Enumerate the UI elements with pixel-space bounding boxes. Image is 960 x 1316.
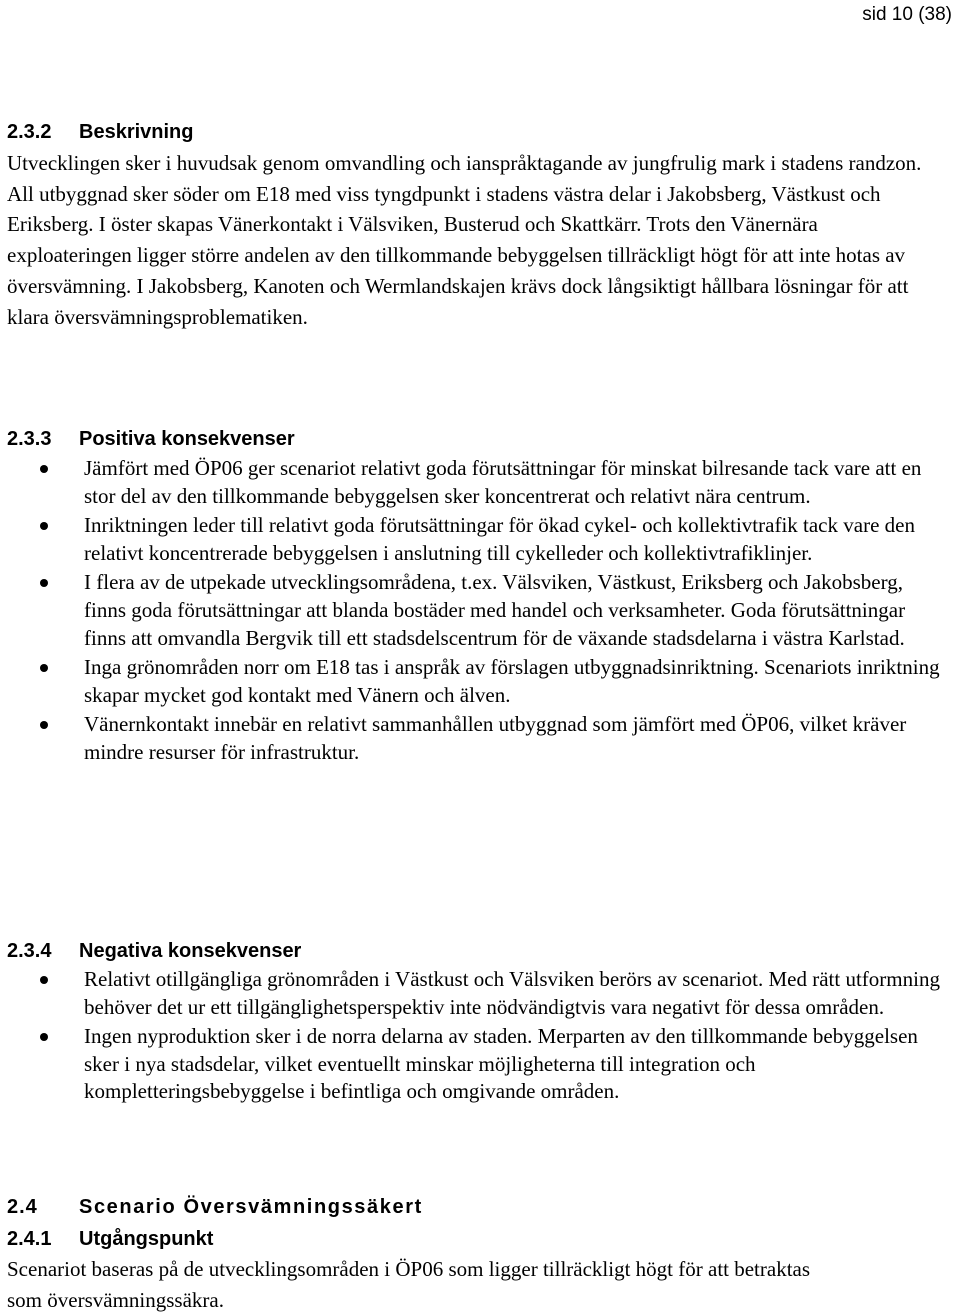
list-item: Vänernkontakt innebär en relativt sammanhållen utbyggnad som jämfört med ÖP06, vilket kräver mindre resurser för infrastruktur. [0,711,950,766]
heading-title: Positiva konsekvenser [79,428,295,450]
bullet-icon [40,465,48,473]
heading-positiva [7,428,295,451]
heading-number: 2.4.1 [7,1228,52,1250]
heading-title: Beskrivning [79,121,194,143]
beskrivning-text: Utvecklingen sker i huvudsak genom omvandling och ianspråktagande av jungfrulig mark i stadens randzon. All utbyggnad sker söder om E18 med viss tyngdpunkt i stadens västra delar i Jakobsberg, Västkust och Eriksberg. I öster skapas Vänerkontakt i Välsviken, Busterud och Skattkärr. Trots den Vänernära exploateringen ligger större andelen av den tillkommande bebyggelsen tillräckligt högt för att inte hotas av översvämning. I Jakobsberg, Kanoten och Wermlandskajen krävs dock långsiktigt hållbara lösningar för att klara översvämningsproblematiken. [7,151,922,329]
page-number: sid 10 (38) [862,4,952,25]
heading-scenario [7,1196,423,1219]
heading-number: 2.3.3 [7,428,52,450]
bullet-icon [40,1033,48,1041]
list-item: Inga grönområden norr om E18 tas i anspråk av förslagen utbyggnadsinriktning. Scenariots inriktning skapar mycket god kontakt med Vänern och älven. [0,654,950,709]
bullet-icon [40,579,48,587]
heading-title: Negativa konsekvenser [79,940,302,962]
bullet-icon [40,522,48,530]
list-item: Inriktningen leder till relativt goda förutsättningar för ökad cykel- och kollektivtrafik tack vare den relativt koncentrerade bebyggelsen i anslutning till cykelleder och kollektivtrafiklinjer. [0,512,950,567]
bullet-icon [40,721,48,729]
utgangspunkt-text: Scenariot baseras på de utvecklingsområden i ÖP06 som ligger tillräckligt högt för att betraktas som översvämningssäkra. [7,1257,811,1312]
heading-number: 2.3.4 [7,940,52,962]
negativa-list [0,966,950,1108]
heading-number: 2.3.2 [7,121,52,143]
list-item: I flera av de utpekade utvecklingsområdena, t.ex. Välsviken, Västkust, Eriksberg och Jakobsberg, finns goda förutsättningar att blanda bostäder med handel och verksamheter. Goda förutsättningar finns att omvandla Bergvik till ett stadsdelscentrum för de växande stadsdelarna i västra Karlstad. [0,569,950,652]
list-item: Jämfört med ÖP06 ger scenariot relativt goda förutsättningar för minskat bilresande tack vare att en stor del av den tillkommande bebyggelsen sker koncentrerat och relativt nära centrum. [0,455,950,510]
heading-negativa [7,940,301,963]
heading-beskrivning [7,121,193,144]
list-item: Ingen nyproduktion sker i de norra delarna av staden. Merparten av den tillkommande bebyggelsen sker i nya stadsdelar, vilket eventuellt minskar möjligheterna till integration och kompletteringsbebyggelse i befintliga och omgivande områden. [0,1023,950,1106]
heading-title: Scenario Översvämningssäkert [79,1196,423,1218]
list-item: Relativt otillgängliga grönområden i Västkust och Välsviken berörs av scenariot. Med rätt utformning behöver det ur ett tillgänglighetsperspektiv inte nödvändigtvis vara negativt för dessa områden. [0,966,950,1021]
positiva-list [0,455,950,769]
bullet-icon [40,976,48,984]
heading-utgangspunkt [7,1228,213,1251]
bullet-icon [40,664,48,672]
heading-number: 2.4 [7,1196,38,1218]
heading-title: Utgångspunkt [79,1228,214,1250]
